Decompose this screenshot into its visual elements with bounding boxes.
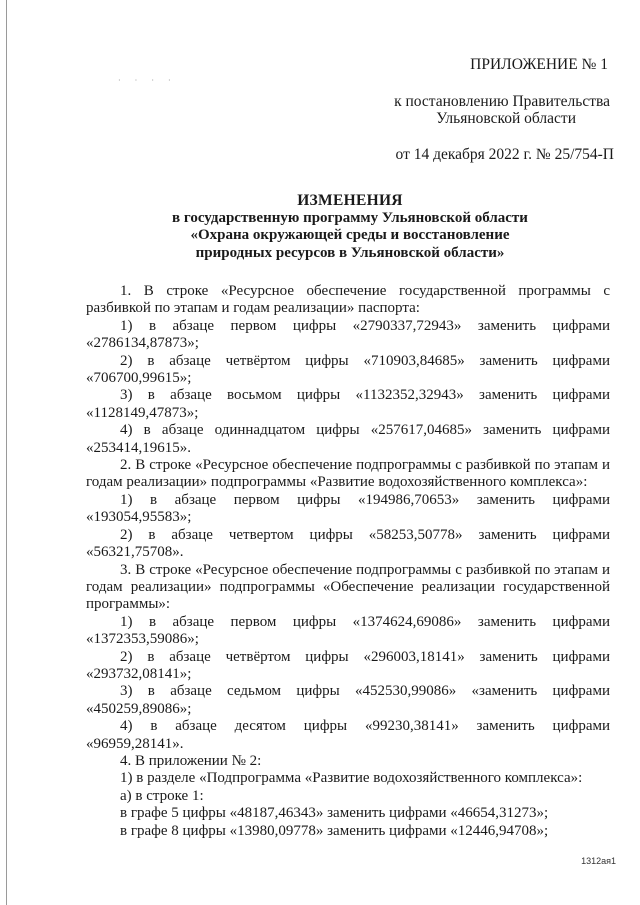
title-line-2: «Охрана окружающей среды и восстановление — [190, 227, 510, 243]
section-4-intro: 4. В приложении № 2: — [120, 752, 262, 769]
section-1-item-3: 3) в абзаце восьмом цифры «1132352,32943» заменить цифрами «1128149,47873»; — [86, 387, 610, 421]
section-3-intro: 3. В строке «Ресурсное обеспечение подпрограммы с разбивкой по этапам и годам реализации» подпрограммы «Обеспечение реализации государственной программы»: — [86, 561, 610, 613]
resolution-date: от 14 декабря 2022 г. № 25/754-П — [395, 146, 614, 163]
section-3-item-1: 1) в абзаце первом цифры «1374624,69086» заменить цифрами «1372353,59086»; — [86, 613, 610, 648]
section-2-intro: 2. В строке «Ресурсное обеспечение подпрограммы с разбивкой по этапам и годам реализации» подпрограммы «Развитие водохозяйственного комплекса»: — [86, 457, 610, 491]
section-1-item-2: 2) в абзаце четвёртом цифры «710903,84685» заменить цифрами «706700,99615»; — [86, 352, 610, 387]
scan-specks: · · · · — [118, 76, 177, 85]
section-4-item-1: 1) в разделе «Подпрограмма «Развитие водохозяйственного комплекса»: — [120, 770, 583, 787]
section-3-item-3: 3) в абзаце седьмом цифры «452530,99086» «заменить цифрами «450259,89086»; — [86, 683, 610, 717]
document-title — [100, 192, 600, 262]
section-1-item-4: 4) в абзаце одиннадцатом цифры «257617,04685» заменить цифрами «253414,19615». — [86, 422, 610, 456]
section-1-intro: 1. В строке «Ресурсное обеспечение государственной программы с разбивкой по этапам и годам реализации» паспорта: — [86, 283, 610, 317]
section-1-item-1: 1) в абзаце первом цифры «2790337,72943» заменить цифрами «2786134,87873»; — [86, 317, 610, 352]
section-4-column-5: в графе 5 цифры «48187,46343» заменить цифрами «46654,31273»; — [120, 805, 549, 822]
resolution-region: Ульяновской области — [436, 110, 576, 127]
section-2-item-2: 2) в абзаце четвертом цифры «58253,50778» заменить цифрами «56321,75708». — [86, 526, 610, 561]
section-4-subitem-a: а) в строке 1: — [120, 787, 204, 804]
section-2-item-1: 1) в абзаце первом цифры «194986,70653» заменить цифрами «193054,95583»; — [86, 491, 610, 526]
section-3-item-4: 4) в абзаце десятом цифры «99230,38141» заменить цифрами «96959,28141». — [86, 718, 610, 752]
footer-document-code: 1312ая1 — [581, 856, 616, 866]
title-line-3: природных ресурсов в Ульяновской области» — [195, 244, 505, 261]
page-edge — [6, 0, 7, 905]
appendix-label: ПРИЛОЖЕНИЕ № 1 — [470, 56, 608, 73]
document-body — [86, 283, 610, 840]
section-3-item-2: 2) в абзаце четвёртом цифры «296003,18141» заменить цифрами «293732,08141»; — [86, 648, 610, 682]
title-main: ИЗМЕНЕНИЯ — [297, 192, 403, 209]
section-4-column-8: в графе 8 цифры «13980,09778» заменить цифрами «12446,94708»; — [120, 822, 549, 839]
title-line-1: в государственную программу Ульяновской области — [172, 209, 528, 226]
resolution-reference: к постановлению Правительства — [394, 93, 610, 110]
